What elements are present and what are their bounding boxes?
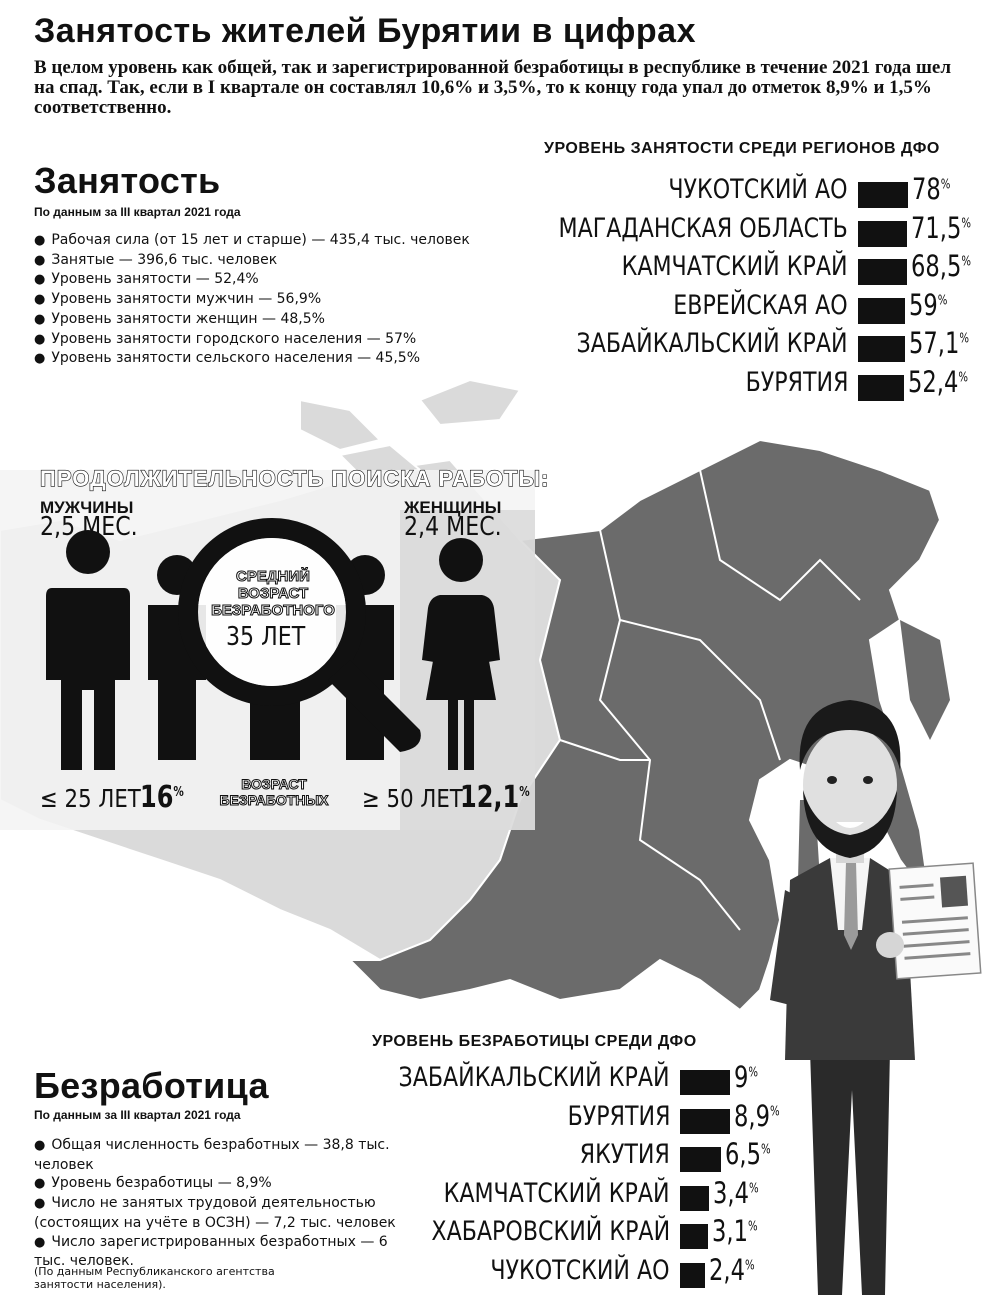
chart-bar <box>680 1109 730 1134</box>
chart-category-label: ЗАБАЙКАЛЬСКИЙ КРАЙ <box>398 1062 670 1093</box>
woman-icon-head <box>439 538 483 582</box>
list-item: ● Общая численность безработных — 38,8 тыс. человек <box>34 1136 404 1174</box>
chart-category-label: ХАБАРОВСКИЙ КРАЙ <box>431 1216 670 1247</box>
chart-value-number: 59 <box>909 287 938 322</box>
unemployment-title: Безработица <box>34 1065 269 1106</box>
chart-value-number: 71,5 <box>911 210 962 245</box>
chart-bar <box>858 221 907 247</box>
chart-bar <box>680 1224 708 1249</box>
businessman-hand-left <box>876 932 904 958</box>
resume-photo <box>940 876 968 908</box>
chart-value-number: 57,1 <box>908 326 960 360</box>
chart-value-number: 52,4 <box>908 364 959 399</box>
unemployment-subtitle: По данным за III квартал 2021 года <box>34 1108 241 1122</box>
chart-value-unit: % <box>960 254 971 270</box>
chart-category-label: КАМЧАТСКИЙ КРАЙ <box>622 251 848 282</box>
chart-value-number: 8,9 <box>733 1098 770 1133</box>
chart-category-label: МАГАДАНСКАЯ ОБЛАСТЬ <box>558 212 848 244</box>
list-item: ● Число зарегистрированных безработных — 6 тыс. человек. <box>34 1233 404 1271</box>
avg-age-value: 35 ЛЕТ <box>226 622 306 652</box>
avg-age-label-line-3: БЕЗРАБОТНОГО <box>211 602 335 619</box>
chart-value-unit: % <box>747 1219 758 1235</box>
chart-value-unit: % <box>745 1257 755 1273</box>
chart-value-label <box>734 1060 758 1094</box>
chart-value-label <box>734 1099 780 1133</box>
chart-value-unit: % <box>748 1065 759 1081</box>
chart-category-label: ЧУКОТСКИЙ АО <box>490 1254 670 1286</box>
chart-value-number: 68,5 <box>910 249 961 283</box>
employment-subtitle: По данным за III квартал 2021 года <box>34 205 241 219</box>
chart-bar <box>680 1263 705 1288</box>
chart-value-label <box>911 249 971 283</box>
age-label-line-1: ВОЗРАСТ <box>241 776 307 792</box>
employment-title: Занятость <box>34 160 221 201</box>
list-item: ● Уровень занятости мужчин — 56,9% <box>34 290 504 310</box>
list-item: ● Уровень занятости — 52,4% <box>34 270 504 290</box>
women-search-duration: 2,4 МЕС. <box>404 512 502 542</box>
chart-value-label <box>909 326 969 360</box>
chart-bar <box>858 336 905 362</box>
age-label-line-2: БЕЗРАБОТНЫХ <box>219 792 329 808</box>
men-search-duration: 2,5 МЕС. <box>40 512 138 542</box>
chart-category-label: ЧУКОТСКИЙ АО <box>668 174 848 205</box>
chart-value-unit: % <box>940 177 951 193</box>
chart-value-unit: % <box>937 292 948 308</box>
age-unemployed-label <box>200 776 348 808</box>
avg-age-label <box>198 568 348 619</box>
chart-bar <box>858 298 905 324</box>
list-item: ● Уровень занятости городского населения — 57% <box>34 330 504 350</box>
chart-value-label <box>908 365 968 399</box>
businessman-eye-right <box>863 776 873 784</box>
chart-value-label <box>909 288 947 322</box>
chart-value-unit: % <box>748 1180 759 1196</box>
chart-value-label <box>911 211 971 245</box>
chart-value-number: 3,4 <box>712 1175 749 1210</box>
chart-value-number: 3,1 <box>711 1214 748 1248</box>
chart-value-unit: % <box>769 1103 780 1119</box>
chart-value-label <box>712 1214 758 1248</box>
young-age-share: 16% <box>140 780 184 815</box>
young-age-label: ≤ 25 ЛЕТ <box>40 784 141 813</box>
chart-bar <box>858 375 904 401</box>
chart-bar <box>858 259 907 285</box>
chart-value-label <box>709 1253 755 1287</box>
chart-category-label: БУРЯТИЯ <box>567 1100 670 1132</box>
businessman-legs <box>810 1050 890 1295</box>
businessman-eye-left <box>827 776 837 784</box>
list-item: ● Уровень безработицы — 8,9% <box>34 1174 404 1194</box>
chart-category-label: ЗАБАЙКАЛЬСКИЙ КРАЙ <box>576 328 848 359</box>
chart-value-number: 9 <box>734 1060 749 1094</box>
chart-category-label: ЕВРЕЙСКАЯ АО <box>673 289 848 321</box>
unemployment-chart-title: УРОВЕНЬ БЕЗРАБОТИЦЫ СРЕДИ ДФО <box>372 1033 697 1050</box>
map-kamchatka <box>900 620 950 740</box>
chart-value-unit: % <box>959 331 969 347</box>
chart-value-number: 78 <box>912 172 941 206</box>
chart-value-number: 2,4 <box>709 1252 746 1287</box>
avg-age-label-line-2: ВОЗРАСТ <box>237 585 309 602</box>
list-item: ● Занятые — 396,6 тыс. человек <box>34 251 504 271</box>
employment-chart-title: УРОВЕНЬ ЗАНЯТОСТИ СРЕДИ РЕГИОНОВ ДФО <box>544 140 940 157</box>
map-north-islands <box>300 380 520 475</box>
employment-list <box>34 231 504 369</box>
list-item: ● Рабочая сила (от 15 лет и старше) — 435,4 тыс. человек <box>34 231 504 251</box>
businessman-tie <box>844 862 858 950</box>
lead-paragraph: В целом уровень как общей, так и зарегистрированной безработицы в республике в течение 2021 года шел на спад. Так, если в I квартале он составлял 10,6% и 3,5%, то к концу года упал до отметок 8,9% и 1,5% соответственно. <box>34 57 951 118</box>
chart-bar <box>858 182 908 208</box>
old-age-label: ≥ 50 ЛЕТ <box>362 784 463 813</box>
avg-age-label-line-1: СРЕДНИЙ <box>236 568 310 585</box>
old-age-share: 12,1% <box>460 780 530 815</box>
list-item: ● Уровень занятости сельского населения — 45,5% <box>34 349 504 369</box>
chart-value-unit: % <box>958 369 969 385</box>
chart-category-label: КАМЧАТСКИЙ КРАЙ <box>444 1177 670 1209</box>
chart-category-label: БУРЯТИЯ <box>745 366 848 398</box>
job-search-title: ПРОДОЛЖИТЕЛЬНОСТЬ ПОИСКА РАБОТЫ: <box>40 466 550 491</box>
source-note: (По данным Республиканского агентства занятости населения). <box>34 1265 275 1291</box>
chart-value-unit: % <box>961 215 972 231</box>
men-label: МУЖЧИНЫ <box>40 498 134 517</box>
chart-value-label <box>725 1137 771 1171</box>
women-label: ЖЕНЩИНЫ <box>404 498 502 517</box>
chart-category-label: ЯКУТИЯ <box>579 1139 670 1170</box>
chart-value-label <box>912 172 950 206</box>
chart-bar <box>680 1070 730 1095</box>
chart-value-label <box>713 1176 759 1210</box>
unemployment-list <box>34 1136 404 1271</box>
chart-value-unit: % <box>760 1142 771 1158</box>
chart-bar <box>680 1186 709 1211</box>
chart-bar <box>680 1147 721 1172</box>
page-title: Занятость жителей Бурятии в цифрах <box>34 12 696 50</box>
list-item: ● Число не занятых трудовой деятельностью (состоящих на учёте в ОСЗН) — 7,2 тыс. человек <box>34 1194 404 1232</box>
businessman-illustration <box>770 700 981 1295</box>
list-item: ● Уровень занятости женщин — 48,5% <box>34 310 504 330</box>
chart-value-number: 6,5 <box>724 1137 761 1171</box>
